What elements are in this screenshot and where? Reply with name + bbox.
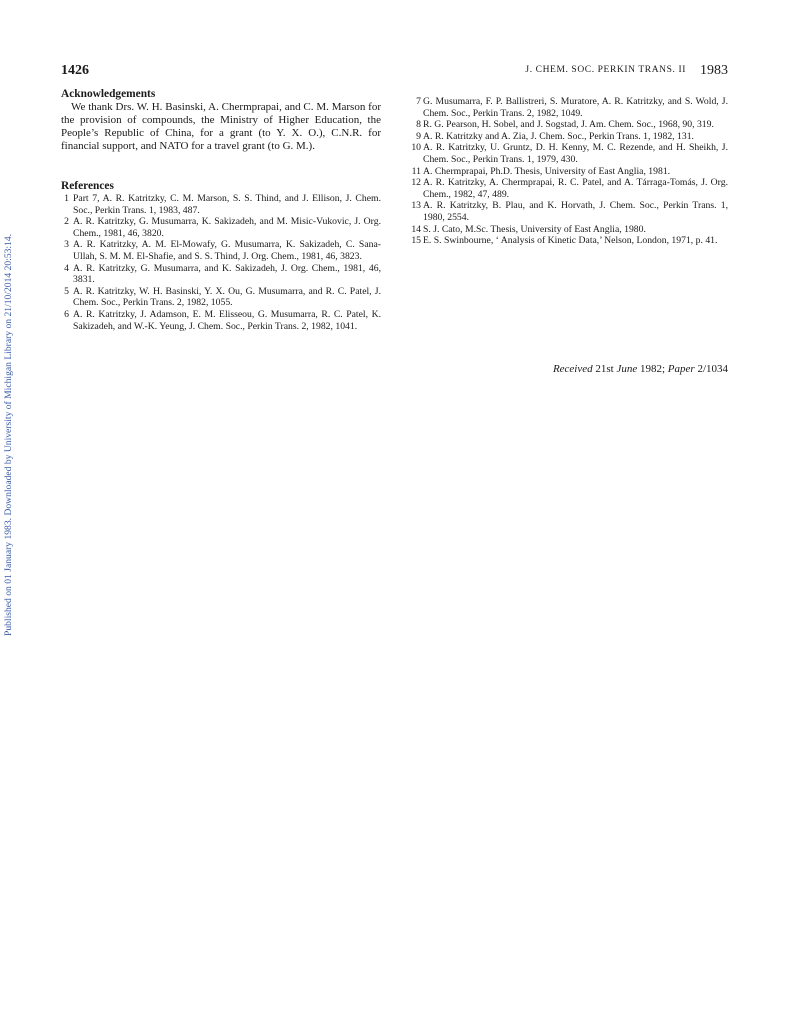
reference-text: S. J. Cato, M.Sc. Thesis, University of East Anglia, 1980. — [423, 223, 646, 235]
reference-text: A. R. Katritzky, G. Musumarra, and K. Sakizadeh, J. Org. Chem., 1981, 46, 3831. — [73, 262, 381, 286]
reference-number: 3 — [64, 239, 69, 251]
reference-item — [407, 131, 728, 143]
reference-text: A. R. Katritzky and A. Zia, J. Chem. Soc., Perkin Trans. 1, 1982, 131. — [423, 130, 694, 142]
reference-item — [407, 142, 728, 165]
reference-item — [61, 239, 381, 262]
reference-text: A. R. Katritzky, B. Plau, and K. Horvath, J. Chem. Soc., Perkin Trans. 1, 1980, 2554. — [423, 200, 728, 223]
reference-number: 12 — [411, 177, 421, 189]
reference-text: A. R. Katritzky, A. Chermprapai, R. C. Patel, and A. Tárraga-Tomás, J. Org. Chem., 1982, 47, 489. — [423, 177, 728, 200]
paper-label: Paper — [667, 363, 695, 375]
reference-item — [61, 263, 381, 286]
reference-item — [407, 200, 728, 223]
reference-item — [407, 235, 728, 247]
reference-item — [407, 119, 728, 131]
reference-number: 9 — [416, 130, 421, 142]
reference-item — [61, 309, 381, 332]
reference-text: R. G. Pearson, H. Sobel, and J. Sogstad, J. Am. Chem. Soc., 1968, 90, 319. — [423, 119, 714, 131]
received-month: June — [616, 363, 638, 375]
reference-number: 5 — [64, 285, 69, 297]
reference-text: A. R. Katritzky, G. Musumarra, K. Sakizadeh, and M. Misic-Vukovic, J. Org. Chem., 1981, 46, 3820. — [73, 216, 381, 239]
paper-number: 2/1034 — [697, 363, 728, 375]
journal-title: J. CHEM. SOC. PERKIN TRANS. II — [525, 65, 686, 75]
received-label: Received — [552, 363, 593, 375]
reference-text: A. R. Katritzky, J. Adamson, E. M. Elisseou, G. Musumarra, R. C. Patel, K. Sakizadeh, and W.-K. Yeung, J. Chem. Soc., Perkin Trans. 2, 1982, 1041. — [73, 308, 381, 332]
reference-number: 4 — [64, 262, 69, 274]
received-year: 1982; — [639, 363, 666, 375]
acknowledgements-text: We thank Drs. W. H. Basinski, A. Chermprapai, and C. M. Marson for the provision of compounds, the Ministry of Higher Education, the People’s Republic of China, for a grant (to Y. X. O.), C.N.R. for financial support, and NATO for a travel grant (to G. M.). — [61, 101, 381, 152]
reference-number: 8 — [416, 119, 421, 131]
reference-text: A. R. Katritzky, W. H. Basinski, Y. X. Ou, G. Musumarra, and R. C. Patel, J. Chem. Soc., Perkin Trans. 2, 1982, 1055. — [73, 285, 381, 309]
references-heading: References — [61, 180, 114, 192]
running-header — [61, 63, 728, 79]
left-column — [61, 88, 381, 332]
reference-text: A. R. Katritzky, A. M. El-Mowafy, G. Musumarra, K. Sakizadeh, C. Sana-Ullah, S. M. M. El-Shafie, and S. S. Thind, J. Org. Chem., 1981, 46, 3823. — [73, 239, 381, 262]
reference-item — [61, 286, 381, 309]
reference-item — [407, 224, 728, 236]
acknowledgements-heading: Acknowledgements — [61, 88, 156, 100]
received-line — [553, 363, 728, 375]
reference-text: A. R. Katritzky, U. Gruntz, D. H. Kenny, M. C. Rezende, and H. Sheikh, J. Chem. Soc., Perkin Trans. 1, 1979, 430. — [423, 142, 728, 165]
reference-number: 10 — [411, 142, 421, 154]
reference-item — [407, 96, 728, 119]
reference-number: 6 — [64, 308, 69, 320]
page-number: 1426 — [61, 63, 89, 78]
reference-list-left — [61, 193, 381, 332]
download-watermark: Published on 01 January 1983. Downloaded by University of Michigan Library on 21/10/2014 20:53:14. — [3, 233, 14, 636]
reference-number: 11 — [411, 165, 421, 177]
reference-item — [61, 193, 381, 216]
reference-number: 13 — [411, 200, 421, 212]
reference-text: A. Chermprapai, Ph.D. Thesis, University of East Anglia, 1981. — [423, 165, 671, 177]
reference-number: 2 — [64, 216, 69, 228]
journal-year: 1983 — [700, 63, 728, 78]
received-day: 21st — [595, 363, 614, 375]
reference-text: E. S. Swinbourne, ‘ Analysis of Kinetic Data,’ Nelson, London, 1971, p. 41. — [423, 235, 718, 247]
reference-number: 1 — [64, 193, 69, 204]
reference-item — [407, 177, 728, 200]
reference-number: 14 — [411, 223, 421, 235]
reference-number: 7 — [416, 96, 421, 107]
reference-text: G. Musumarra, F. P. Ballistreri, S. Muratore, A. R. Katritzky, and S. Wold, J. Chem. Soc., Perkin Trans. 2, 1982, 1049. — [423, 96, 728, 119]
reference-number: 15 — [411, 235, 421, 247]
reference-item — [407, 166, 728, 178]
reference-text: Part 7, A. R. Katritzky, C. M. Marson, S. S. Thind, and J. Ellison, J. Chem. Soc., Perkin Trans. 1, 1983, 487. — [73, 193, 381, 216]
reference-list-right — [407, 96, 728, 247]
reference-item — [61, 216, 381, 239]
right-column — [407, 96, 728, 247]
